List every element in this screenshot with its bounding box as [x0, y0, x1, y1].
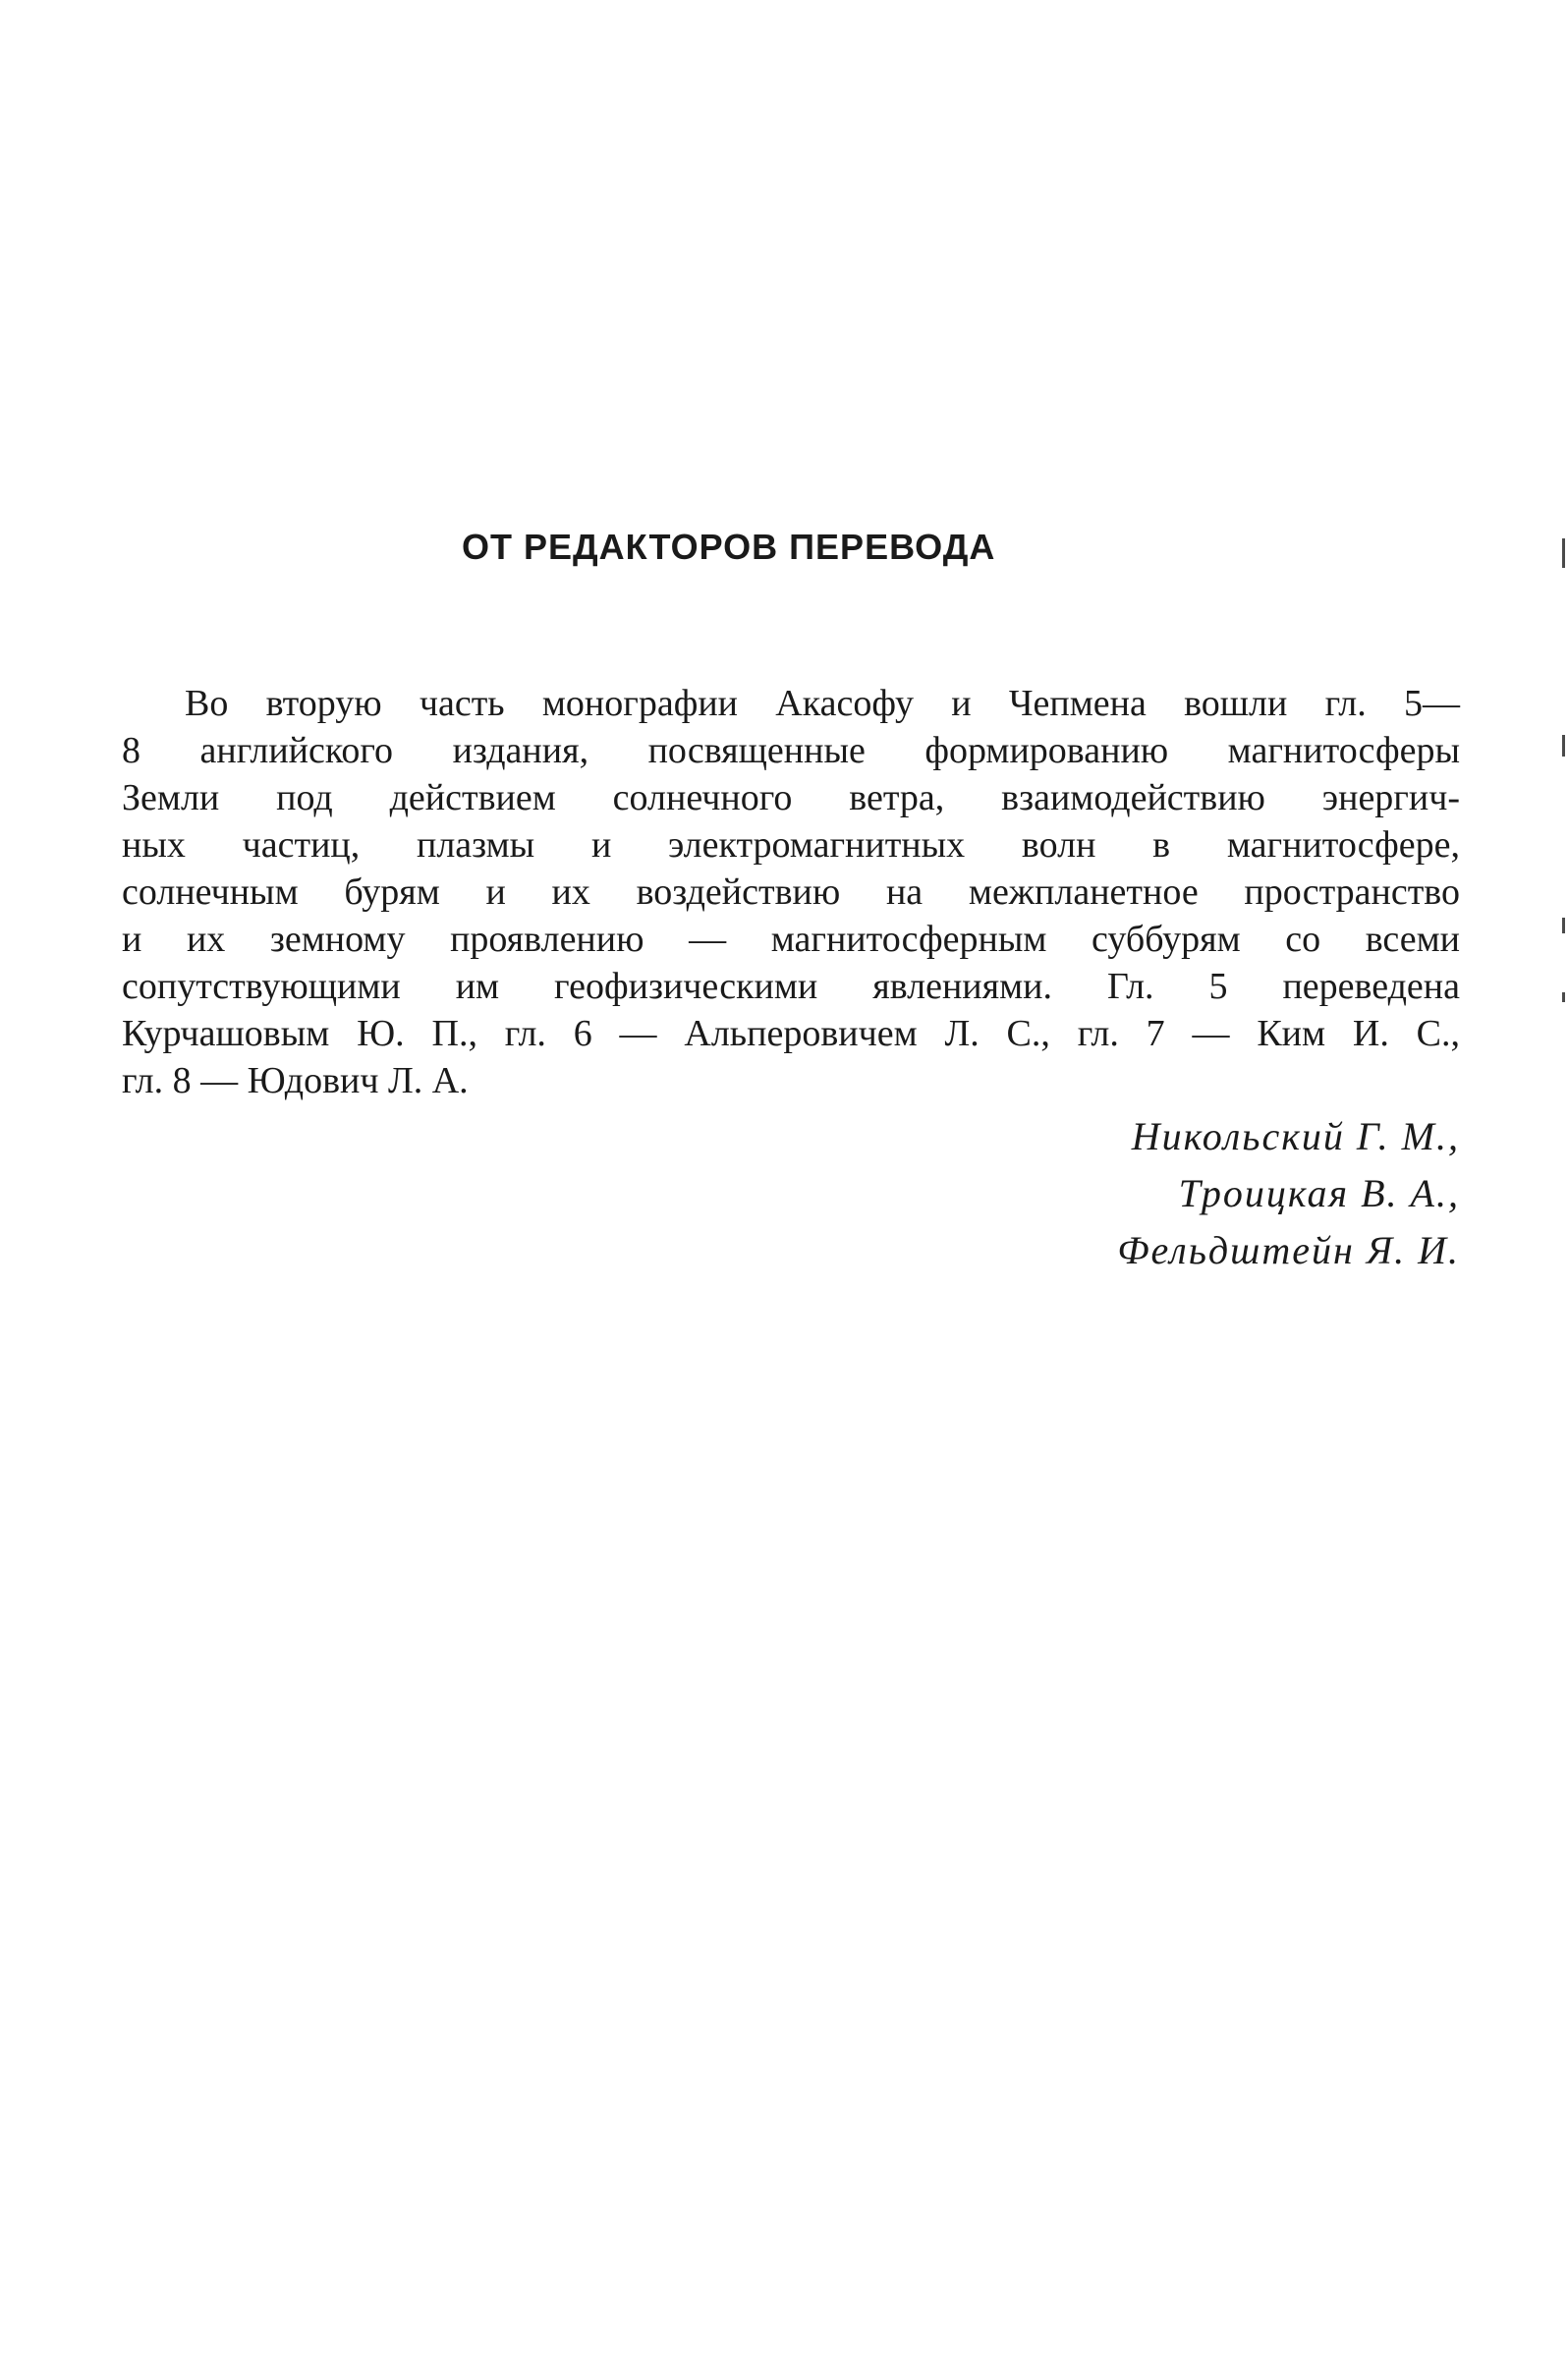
paragraph-line: ных частиц, плазмы и электромагнитных волн в магнитосфере, — [122, 824, 1460, 866]
page-title: ОТ РЕДАКТОРОВ ПЕРЕВОДА — [462, 527, 996, 567]
signatory-feldshtein: Фельдштейн Я. И. — [1117, 1228, 1460, 1272]
editors-note-paragraph — [122, 680, 1460, 1104]
paragraph-line: Земли под действием солнечного ветра, взаимодействию энергич- — [122, 777, 1460, 818]
signatory-troitskaya: Троицкая В. А., — [1178, 1171, 1460, 1215]
paragraph-line: солнечным бурям и их воздействию на межпланетное пространство — [122, 871, 1460, 913]
scan-margin-mark — [1562, 538, 1565, 568]
paragraph-line: Во вторую часть монографии Акасофу и Чепмена вошли гл. 5— — [185, 683, 1460, 724]
paragraph-line: сопутствующими им геофизическими явлениями. Гл. 5 переведена — [122, 966, 1460, 1007]
paragraph-line: 8 английского издания, посвященные формированию магнитосферы — [122, 730, 1460, 771]
scan-margin-mark — [1562, 735, 1565, 757]
signatory-nikolsky: Никольский Г. М., — [1131, 1114, 1460, 1158]
paragraph-line: гл. 8 — Юдович Л. А. — [122, 1060, 469, 1101]
scan-margin-mark — [1562, 918, 1565, 933]
signature-block — [884, 1108, 1460, 1279]
scan-margin-mark — [1562, 992, 1565, 1002]
paragraph-line: и их земному проявлению — магнитосферным суббурям со всеми — [122, 919, 1460, 960]
paragraph-line: Курчашовым Ю. П., гл. 6 — Альперовичем Л. С., гл. 7 — Ким И. С., — [122, 1013, 1460, 1054]
